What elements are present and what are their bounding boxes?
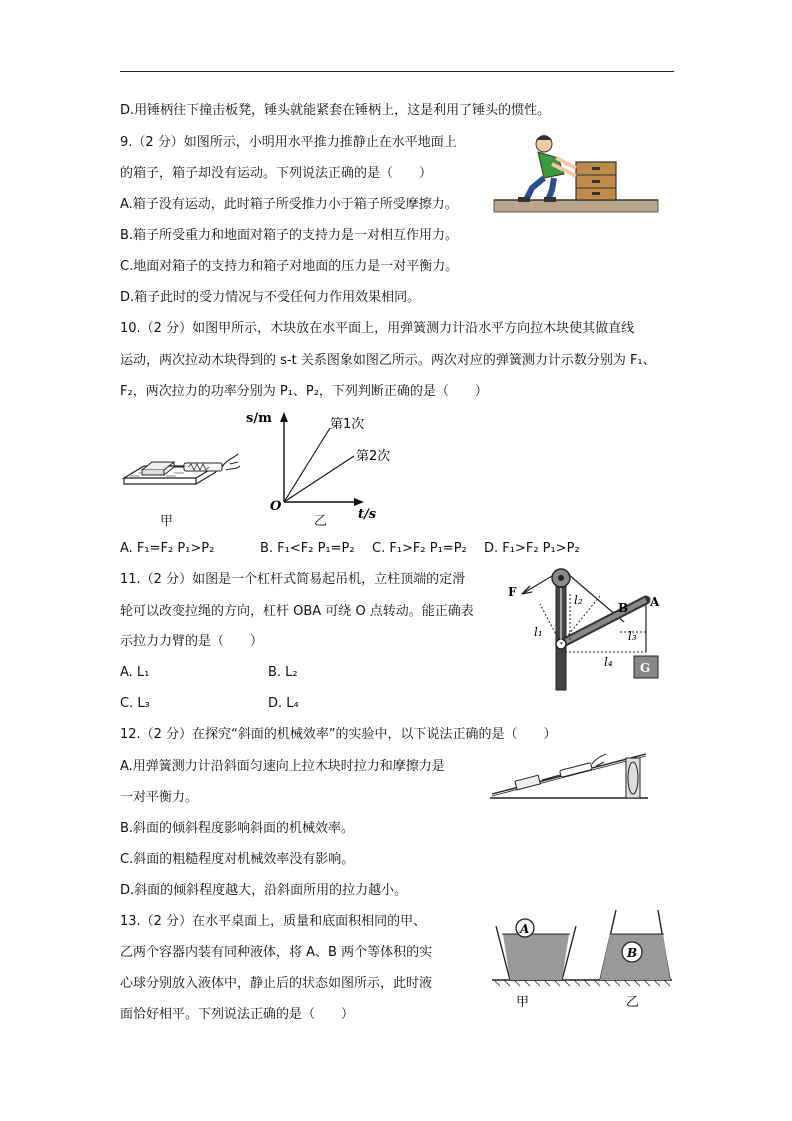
q10-stem-line2: 运动，两次拉动木块得到的 s-t 关系图象如图乙所示。两次对应的弹簧测力计示数分别为 F₁、 bbox=[120, 353, 656, 368]
q10-option-d: D. F₁>F₂ P₁>P₂ bbox=[484, 541, 580, 556]
x-axis-arrow bbox=[354, 498, 364, 506]
q12-option-a-line2: 一对平衡力。 bbox=[120, 790, 199, 805]
q12-stem: 12.（2 分）在探究“斜面的机械效率”的实验中，以下说法正确的是（ ） bbox=[120, 727, 557, 742]
q11-stem-line2: 轮可以改变拉绳的方向，杠杆 OBA 可绕 O 点转动。能正确表 bbox=[120, 604, 474, 619]
ball-b-label: B bbox=[627, 946, 638, 960]
q13-figure-containers bbox=[490, 906, 674, 1018]
q10-fig-jia-label: 甲 bbox=[160, 514, 174, 529]
q13-fig-jia-label: 甲 bbox=[516, 995, 530, 1010]
q10-stem-line1: 10.（2 分）如图甲所示，木块放在水平面上，用弹簧测力计沿水平方向拉木块使其做直线 bbox=[120, 321, 635, 336]
label-l2: l₂ bbox=[574, 593, 583, 607]
ball-a-label: A bbox=[520, 922, 530, 936]
q9-option-b: B.箱子所受重力和地面对箱子的支持力是一对相互作用力。 bbox=[120, 228, 459, 243]
q10-figure-yi-st-graph bbox=[244, 406, 404, 526]
q9-option-c: C.地面对箱子的支持力和箱子对地面的压力是一对平衡力。 bbox=[120, 259, 459, 274]
q11-option-c: C. L₃ bbox=[120, 696, 150, 711]
q9-stem-line2: 的箱子，箱子却没有运动。下列说法正确的是（ ） bbox=[120, 166, 433, 181]
box-icon bbox=[576, 162, 616, 200]
hand-icon bbox=[222, 454, 240, 470]
series-label-2: 第2次 bbox=[356, 449, 391, 464]
q10-option-b: B. F₁<F₂ P₁=P₂ bbox=[260, 541, 355, 556]
y-axis-arrow bbox=[280, 412, 288, 422]
container-jia bbox=[496, 919, 576, 980]
q10-option-c: C. F₁>F₂ P₁=P₂ bbox=[372, 541, 467, 556]
q8-option-d: D.用锤柄往下撞击板凳，锤头就能紧套在锤柄上，这是利用了锤头的惯性。 bbox=[120, 103, 551, 118]
support-block-icon bbox=[626, 758, 640, 798]
series-line-2 bbox=[284, 456, 354, 502]
q11-option-a: A. L₁ bbox=[120, 665, 150, 680]
hand-icon bbox=[592, 754, 606, 766]
q13-stem-line1: 13.（2 分）在水平桌面上，质量和底面积相同的甲、 bbox=[120, 914, 427, 929]
label-l1: l₁ bbox=[534, 625, 543, 639]
origin-label: O bbox=[270, 499, 282, 514]
q12-figure-incline bbox=[488, 746, 650, 804]
series-line-1 bbox=[284, 428, 330, 502]
q11-option-b: B. L₂ bbox=[268, 665, 298, 680]
q10-stem-line3: F₂，两次拉力的功率分别为 P₁、P₂，下列判断正确的是（ ） bbox=[120, 384, 488, 399]
q12-option-c: C.斜面的粗糙程度对机械效率没有影响。 bbox=[120, 852, 355, 867]
label-g: G bbox=[640, 661, 651, 675]
label-a: A bbox=[650, 595, 660, 609]
q13-stem-line4: 面恰好相平。下列说法正确的是（ ） bbox=[120, 1007, 355, 1022]
label-l3: l₃ bbox=[628, 629, 637, 643]
q11-stem-line3: 示拉力力臂的是（ ） bbox=[120, 634, 264, 649]
wood-block-icon bbox=[515, 775, 540, 790]
q12-option-d: D.斜面的倾斜程度越大，沿斜面所用的拉力越小。 bbox=[120, 883, 408, 898]
label-b: B bbox=[618, 601, 629, 615]
spring-scale-icon bbox=[560, 763, 593, 778]
boy-pushing-icon bbox=[518, 135, 576, 202]
q11-figure-lever-crane bbox=[500, 560, 670, 694]
q12-option-b: B.斜面的倾斜程度影响斜面的机械效率。 bbox=[120, 821, 355, 836]
header-rule bbox=[120, 71, 674, 72]
q13-stem-line3: 心球分别放入液体中，静止后的状态如图所示，此时液 bbox=[120, 976, 433, 991]
q13-stem-line2: 乙两个容器内装有同种液体，将 A、B 两个等体积的实 bbox=[120, 945, 433, 960]
spring-scale-icon bbox=[184, 463, 222, 471]
rope-to-f bbox=[522, 576, 552, 594]
q9-stem-line1: 9.（2 分）如图所示，小明用水平推力推静止在水平地面上 bbox=[120, 135, 457, 150]
y-axis-label: s/m bbox=[246, 411, 272, 426]
q9-option-a: A.箱子没有运动，此时箱子所受推力小于箱子所受摩擦力。 bbox=[120, 197, 458, 212]
q10-fig-yi-label: 乙 bbox=[314, 514, 328, 529]
q9-option-d: D.箱子此时的受力情况与不受任何力作用效果相同。 bbox=[120, 290, 421, 305]
q10-figure-jia bbox=[120, 448, 244, 490]
label-l4: l₄ bbox=[604, 655, 613, 669]
x-axis-label: t/s bbox=[358, 507, 377, 522]
q9-figure-push-box bbox=[492, 128, 660, 216]
q11-stem-line1: 11.（2 分）如图是一个杠杆式简易起吊机，立柱顶端的定滑 bbox=[120, 572, 466, 587]
series-label-1: 第1次 bbox=[330, 417, 365, 432]
container-yi bbox=[600, 910, 670, 980]
label-f: F bbox=[508, 585, 517, 599]
table-hatch bbox=[494, 980, 670, 986]
q11-option-d: D. L₄ bbox=[268, 696, 299, 711]
q12-option-a-line1: A.用弹簧测力计沿斜面匀速向上拉木块时拉力和摩擦力是 bbox=[120, 759, 445, 774]
q10-option-a: A. F₁=F₂ P₁>P₂ bbox=[120, 541, 215, 556]
q13-fig-yi-label: 乙 bbox=[626, 995, 640, 1010]
